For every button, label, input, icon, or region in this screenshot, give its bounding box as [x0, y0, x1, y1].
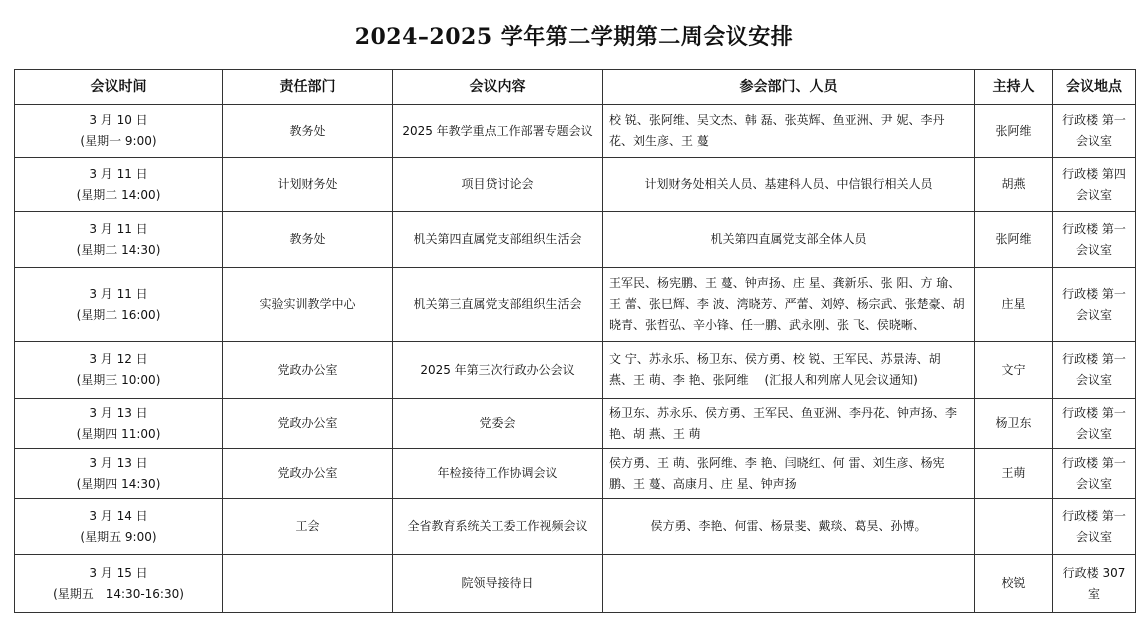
meeting-time: (星期三 10:00) — [76, 373, 161, 387]
header-attendees: 参会部门、人员 — [603, 70, 975, 105]
host-cell: 文宁 — [975, 342, 1053, 399]
department-cell: 计划财务处 — [223, 158, 393, 212]
table-row — [15, 158, 1136, 212]
location-cell: 行政楼 307 室 — [1053, 555, 1136, 613]
table-row — [15, 342, 1136, 399]
meeting-time-cell — [15, 399, 223, 449]
content-cell: 党委会 — [393, 399, 603, 449]
location-cell: 行政楼 第一会议室 — [1053, 268, 1136, 342]
meeting-time-cell — [15, 342, 223, 399]
header-meeting-time: 会议时间 — [15, 70, 223, 105]
table-row — [15, 449, 1136, 499]
table-row — [15, 555, 1136, 613]
content-cell: 院领导接待日 — [393, 555, 603, 613]
attendees-cell: 侯方勇、王 萌、张阿维、李 艳、闫晓红、何 雷、刘生彦、杨宪鹏、王 蔓、高康月、庄 星、钟声扬 — [603, 449, 975, 499]
meeting-date: 3 月 14 日 — [89, 508, 148, 523]
meeting-time: (星期四 11:00) — [76, 426, 161, 441]
meeting-schedule-table — [14, 69, 1136, 613]
host-cell: 校锐 — [975, 555, 1053, 613]
host-cell: 王萌 — [975, 449, 1053, 499]
meeting-date: 3 月 15 日 — [89, 565, 148, 580]
location-cell: 行政楼 第四会议室 — [1053, 158, 1136, 212]
table-row — [15, 212, 1136, 268]
content-cell: 项目贷讨论会 — [393, 158, 603, 212]
department-cell: 教务处 — [223, 212, 393, 268]
host-cell: 胡燕 — [975, 158, 1053, 212]
meeting-date: 3 月 11 日 — [89, 166, 148, 181]
meeting-time-cell — [15, 158, 223, 212]
meeting-date: 3 月 13 日 — [89, 455, 148, 470]
header-department: 责任部门 — [223, 70, 393, 105]
content-cell: 机关第四直属党支部组织生活会 — [393, 212, 603, 268]
meeting-date: 3 月 12 日 — [89, 352, 148, 366]
location-cell: 行政楼 第一会议室 — [1053, 212, 1136, 268]
location-cell: 行政楼 第一会议室 — [1053, 449, 1136, 499]
attendees-cell: 计划财务处相关人员、基建科人员、中信银行相关人员 — [603, 158, 975, 212]
attendees-cell: 机关第四直属党支部全体人员 — [603, 212, 975, 268]
attendees-cell: 侯方勇、李艳、何雷、杨景斐、戴琰、葛昊、孙博。 — [603, 499, 975, 555]
department-cell: 党政办公室 — [223, 449, 393, 499]
host-cell: 庄星 — [975, 268, 1053, 342]
meeting-date: 3 月 11 日 — [89, 286, 148, 301]
location-cell: 行政楼 第一会议室 — [1053, 399, 1136, 449]
host-cell: 张阿维 — [975, 105, 1053, 158]
table-header-row — [15, 70, 1136, 105]
meeting-time: (星期二 14:00) — [76, 187, 161, 202]
meeting-time: (星期四 14:30) — [76, 476, 161, 491]
table-row — [15, 499, 1136, 555]
meeting-time: (星期五 14:30-16:30) — [53, 586, 184, 601]
location-cell: 行政楼 第一会议室 — [1053, 499, 1136, 555]
header-content: 会议内容 — [393, 70, 603, 105]
department-cell — [223, 555, 393, 613]
department-cell: 实验实训教学中心 — [223, 268, 393, 342]
attendees-cell — [603, 555, 975, 613]
host-cell: 张阿维 — [975, 212, 1053, 268]
location-cell: 行政楼 第一会议室 — [1053, 342, 1136, 399]
location-cell: 行政楼 第一会议室 — [1053, 105, 1136, 158]
table-row — [15, 268, 1136, 342]
department-cell: 教务处 — [223, 105, 393, 158]
meeting-time: (星期一 9:00) — [80, 134, 157, 148]
content-cell: 年检接待工作协调会议 — [393, 449, 603, 499]
content-cell: 全省教育系统关工委工作视频会议 — [393, 499, 603, 555]
meeting-time-cell — [15, 555, 223, 613]
department-cell: 党政办公室 — [223, 399, 393, 449]
meeting-time-cell — [15, 105, 223, 158]
meeting-time: (星期二 16:00) — [76, 307, 161, 322]
content-cell: 2025 年第三次行政办公会议 — [393, 342, 603, 399]
header-location: 会议地点 — [1053, 70, 1136, 105]
department-cell: 工会 — [223, 499, 393, 555]
host-cell: 杨卫东 — [975, 399, 1053, 449]
attendees-cell: 文 宁、苏永乐、杨卫东、侯方勇、校 锐、王军民、苏景涛、胡 燕、王 萌、李 艳、张阿维 (汇报人和列席人见会议通知) — [603, 342, 975, 399]
meeting-time-cell — [15, 212, 223, 268]
meeting-time-cell — [15, 268, 223, 342]
meeting-time: (星期五 9:00) — [80, 529, 157, 544]
content-cell: 2025 年教学重点工作部署专题会议 — [393, 105, 603, 158]
attendees-cell: 校 锐、张阿维、吴文杰、韩 磊、张英辉、鱼亚洲、尹 妮、李丹花、刘生彦、王 蔓 — [603, 105, 975, 158]
meeting-time: (星期二 14:30) — [76, 242, 161, 257]
table-row — [15, 399, 1136, 449]
content-cell: 机关第三直属党支部组织生活会 — [393, 268, 603, 342]
attendees-cell: 杨卫东、苏永乐、侯方勇、王军民、鱼亚洲、李丹花、钟声扬、李 艳、胡 燕、王 萌 — [603, 399, 975, 449]
meeting-date: 3 月 10 日 — [89, 113, 148, 127]
meeting-time-cell — [15, 499, 223, 555]
attendees-cell: 王军民、杨宪鹏、王 蔓、钟声扬、庄 星、龚新乐、张 阳、方 瑜、王 蕾、张巳辉、李 波、湾晓芳、严蕾、刘婷、杨宗武、张楚豪、胡晓青、张哲弘、辛小锋、任一鹏、武永刚、张 飞、侯晓晰、 — [603, 268, 975, 342]
meeting-time-cell — [15, 449, 223, 499]
department-cell: 党政办公室 — [223, 342, 393, 399]
meeting-date: 3 月 13 日 — [89, 405, 148, 420]
header-host: 主持人 — [975, 70, 1053, 105]
table-row — [15, 105, 1136, 158]
meeting-date: 3 月 11 日 — [89, 221, 148, 236]
host-cell — [975, 499, 1053, 555]
page-title: 2024–2025 学年第二学期第二周会议安排 — [354, 24, 794, 50]
